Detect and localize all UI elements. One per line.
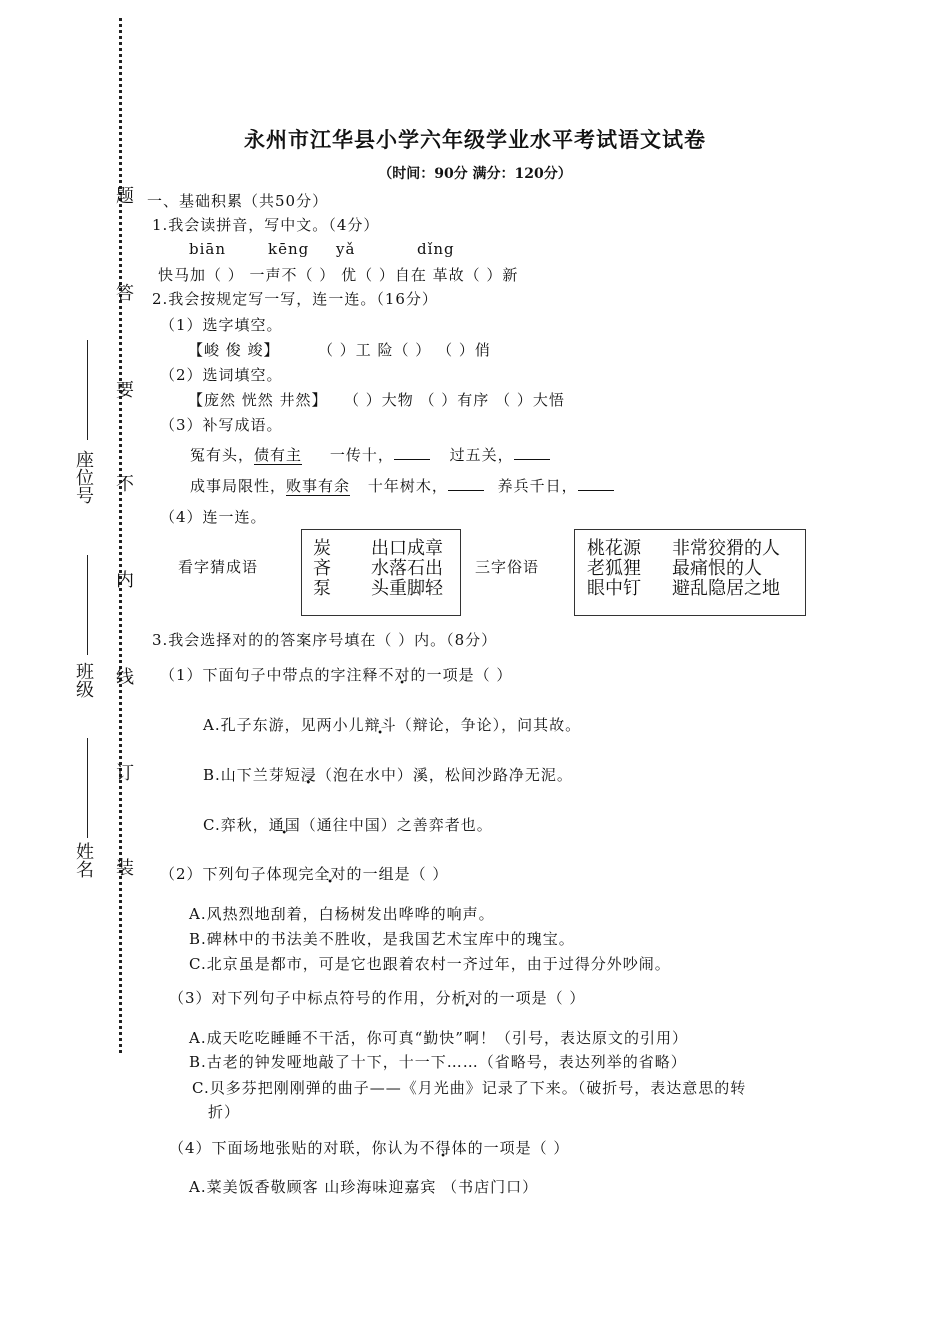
dotted-emphasis: 分析对的 [435, 989, 500, 1007]
option-text: B.山下兰芽短 [203, 766, 301, 784]
match-char-2: 吝 [313, 558, 331, 579]
stem-text: 一组是（ ） [362, 865, 449, 883]
q1-pinyin-1: biān [189, 240, 227, 258]
q3-sub1-option-a [203, 714, 581, 735]
q1-pinyin-4: dǐng [417, 240, 455, 258]
seal-char-4: 不 [113, 474, 134, 492]
dotted-emphasis: 辩斗 [364, 716, 397, 734]
idiom-text: 十年树木， [367, 477, 448, 495]
idiom-text: 一传十， [329, 446, 394, 464]
dotted-emphasis: 完全对的 [298, 865, 363, 883]
stem-text: 一项是（ ） [499, 989, 586, 1007]
q2-label: 2.我会按规定写一写，连一连。（16分） [152, 290, 438, 308]
q2-part4-label: （4）连一连。 [160, 508, 267, 526]
match-meaning-3: 避乱隐居之地 [672, 578, 780, 599]
idiom-blank[interactable] [578, 490, 614, 491]
match-left-caption: 看字猜成语 [178, 558, 259, 576]
q2-part3-label: （3）补写成语。 [160, 416, 283, 434]
q3-sub2-option-a: A.风热烈地刮着，白杨树发出哗哗的响声。 [189, 905, 495, 923]
q2-part1-options: 【峻 俊 竣】 [188, 341, 280, 359]
idiom-underlined: 债有主 [254, 446, 303, 464]
name-label: 姓名 [73, 842, 94, 878]
q3-sub2-option-c: C.北京虽是都市，可是它也跟着农村一齐过年，由于过得分外吵闹。 [189, 955, 671, 973]
q3-sub1-stem [160, 664, 512, 685]
match-idiom-1: 出口成章 [371, 538, 443, 559]
idiom-text: 过五关， [449, 446, 514, 464]
match-char-3: 泵 [313, 578, 331, 599]
idiom-row-2 [190, 475, 614, 496]
q2-part2-line: （ ）大物 （ ）有序 （ ）大悟 [344, 391, 565, 409]
q2-part2-label: （2）选词填空。 [160, 366, 283, 384]
option-text: （泡在水中）溪，松间沙路净无泥。 [316, 766, 573, 784]
q3-sub2-option-b: B.碑林中的书法美不胜收，是我国艺术宝库中的瑰宝。 [189, 930, 575, 948]
match-idiom-3: 头重脚轻 [371, 578, 443, 599]
q3-sub3-option-b: B.古老的钟发哑地敲了十下，十一下……（省略号，表达列举的省略） [189, 1053, 687, 1071]
q1-label: 1.我会读拼音，写中文。（4分） [152, 216, 380, 234]
q3-sub3-option-c-cont: 折） [208, 1103, 241, 1121]
class-label: 班级 [73, 662, 94, 698]
name-line [87, 738, 88, 838]
seal-char-7: 订 [113, 763, 134, 781]
seal-char-3: 要 [113, 380, 134, 398]
exam-subtitle: （时间：90分 满分：120分） [378, 166, 572, 182]
q3-sub3-stem [169, 987, 585, 1008]
q2-part1-line: （ ）工 险（ ） （ ）俏 [318, 341, 491, 359]
idiom-text: 养兵千日， [497, 477, 578, 495]
match-char-1: 炭 [313, 538, 331, 559]
seal-char-8: 装 [113, 858, 134, 876]
match-meaning-1: 非常狡猾的人 [672, 538, 780, 559]
idiom-underlined: 败事有余 [286, 477, 351, 495]
q1-pinyin-3: yǎ [336, 240, 356, 258]
q3-sub4-stem [169, 1137, 569, 1158]
dotted-emphasis: 不对的 [378, 666, 427, 684]
dotted-emphasis: 浸 [300, 766, 317, 784]
match-meaning-2: 最痛恨的人 [672, 558, 762, 579]
q2-part1-label: （1）选字填空。 [160, 316, 283, 334]
seal-char-2: 答 [113, 283, 134, 301]
stem-text: （1）下面句子中带点的字注释 [160, 666, 379, 684]
match-idiom-2: 水落石出 [371, 558, 443, 579]
q3-label: 3.我会选择对的的答案序号填在（ ）内。（8分） [152, 631, 498, 649]
match-term-1: 桃花源 [587, 538, 641, 559]
match-term-2: 老狐狸 [587, 558, 641, 579]
stem-text: （4）下面场地张贴的对联，你认为 [169, 1139, 420, 1157]
q2-part2-options: 【庞然 恍然 井然】 [188, 391, 328, 409]
stem-text: （2）下列句子体现 [160, 865, 299, 883]
q3-sub4-option-a: A.菜美饭香敬顾客 山珍海味迎嘉宾 （书店门口） [189, 1178, 539, 1196]
idiom-row-1 [190, 444, 550, 465]
q3-sub2-stem [160, 863, 448, 884]
idiom-blank[interactable] [514, 459, 550, 460]
stem-text: （3）对下列句子中标点符号的作用， [169, 989, 436, 1007]
seal-char-6: 线 [113, 667, 134, 685]
match-mid-caption: 三字俗语 [475, 558, 540, 576]
class-line [87, 555, 88, 655]
exam-title: 永州市江华县小学六年级学业水平考试语文试卷 [244, 127, 706, 152]
q3-sub1-option-b [203, 764, 573, 785]
seat-number-label: 座位号 [73, 450, 94, 504]
stem-text: 的一项是（ ） [467, 1139, 570, 1157]
option-text: C.弈秋， [203, 816, 269, 834]
option-text: A.孔子东游，见两小儿 [203, 716, 365, 734]
q3-sub3-option-a: A.成天吃吃睡睡不干活，你可真“勤快”啊！（引号，表达原文的引用） [189, 1029, 688, 1047]
q1-line: 快马加（ ） 一声不（ ） 优（ ）自在 革故（ ）新 [158, 266, 519, 284]
seal-char-5: 内 [113, 570, 134, 588]
q1-pinyin-2: kēng [268, 240, 310, 258]
seal-char-1: 题 [113, 186, 134, 204]
dotted-emphasis: 不得体 [419, 1139, 468, 1157]
idiom-blank[interactable] [394, 459, 430, 460]
section-heading: 一、基础积累（共50分） [147, 192, 329, 210]
idiom-text: 冤有头， [190, 446, 255, 464]
dotted-emphasis: 通国 [268, 816, 301, 834]
seat-number-line [87, 340, 88, 440]
stem-text: 一项是（ ） [426, 666, 513, 684]
idiom-blank[interactable] [448, 490, 484, 491]
option-text: （辩论，争论），问其故。 [396, 716, 582, 734]
match-term-3: 眼中钉 [587, 578, 641, 599]
q3-sub3-option-c: C.贝多芬把刚刚弹的曲子——《月光曲》记录了下来。（破折号，表达意思的转 [192, 1079, 747, 1097]
idiom-text: 成事局限性， [190, 477, 287, 495]
option-text: （通往中国）之善弈者也。 [300, 816, 493, 834]
q3-sub1-option-c [203, 814, 493, 835]
